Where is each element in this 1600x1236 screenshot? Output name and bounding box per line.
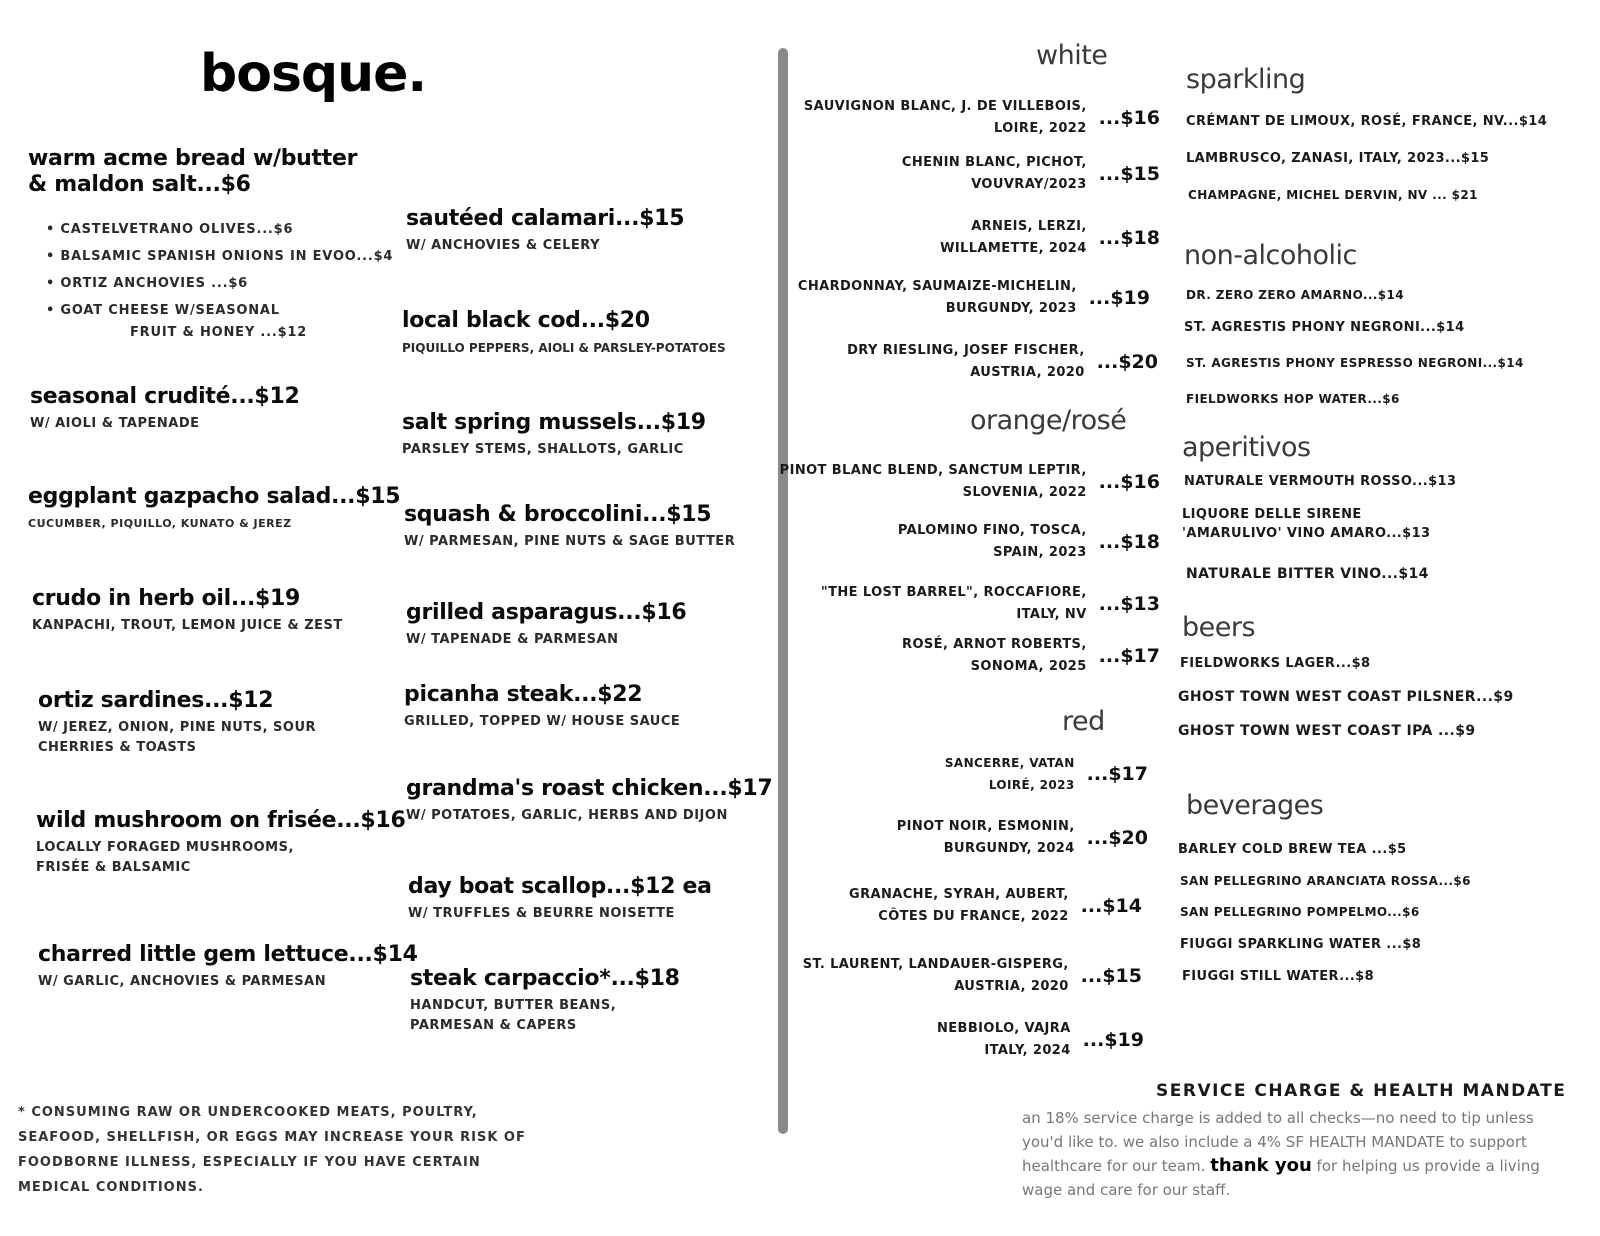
wine-name: SAUVIGNON BLANC, J. DE VILLEBOIS,	[803, 99, 1087, 114]
item-name: grilled asparagus...$16	[406, 600, 687, 625]
drink-item: LAMBRUSCO, ZANASI, ITALY, 2023...$15	[1186, 151, 1490, 166]
item-desc: W/ PARMESAN, PINE NUTS & SAGE BUTTER	[404, 534, 736, 549]
wine-price: ...$20	[1096, 351, 1158, 373]
wine-name: ARNEIS, LERZI,	[971, 219, 1087, 234]
drink-item: FIUGGI SPARKLING WATER ...$8	[1180, 937, 1422, 952]
item-desc-cont: PARMESAN & CAPERS	[410, 1018, 577, 1033]
wine-item	[902, 152, 1160, 196]
item-desc: GRILLED, TOPPED W/ HOUSE SAUCE	[404, 714, 681, 729]
wine-price: ...$18	[1098, 227, 1160, 249]
wine-name: CHARDONNAY, SAUMAIZE-MICHELIN,	[797, 279, 1077, 294]
drink-item: NATURALE VERMOUTH ROSSO...$13	[1184, 474, 1457, 489]
drink-item: LIQUORE DELLE SIRENE	[1182, 507, 1362, 522]
wine-price: ...$18	[1098, 531, 1160, 553]
item-desc-cont: FRISÉE & BALSAMIC	[36, 860, 191, 875]
wine-name: GRANACHE, SYRAH, AUBERT,	[849, 887, 1069, 902]
menu-item	[402, 410, 706, 460]
item-desc: W/ TAPENADE & PARMESAN	[406, 632, 619, 647]
wine-price: ...$17	[1086, 763, 1148, 785]
wine-region: WILLAMETTE, 2024	[940, 241, 1087, 256]
drink-item: FIELDWORKS LAGER...$8	[1180, 656, 1371, 671]
menu-item	[410, 966, 680, 1036]
drink-item: CRÉMANT DE LIMOUX, ROSÉ, FRANCE, NV...$14	[1186, 114, 1548, 129]
item-desc: CUCUMBER, PIQUILLO, KUNATO & JEREZ	[28, 517, 292, 530]
wine-region: BURGUNDY, 2023	[945, 301, 1077, 316]
wine-item	[798, 276, 1150, 320]
wine-region: LOIRÉ, 2023	[988, 778, 1075, 792]
section-title-beers: beers	[1182, 612, 1256, 643]
wine-item	[803, 954, 1142, 998]
side-item: FRUIT & HONEY ...$12	[130, 325, 308, 340]
service-charge-text	[1022, 1106, 1562, 1202]
wine-region: AUSTRIA, 2020	[970, 365, 1085, 380]
drink-item: CHAMPAGNE, MICHEL DERVIN, NV ... $21	[1188, 188, 1478, 202]
item-desc: W/ GARLIC, ANCHOVIES & PARMESAN	[38, 974, 327, 989]
wine-region: SPAIN, 2023	[993, 545, 1087, 560]
item-desc: LOCALLY FORAGED MUSHROOMS,	[36, 840, 294, 855]
raw-food-disclaimer: * CONSUMING RAW OR UNDERCOOKED MEATS, POULTRY, SEAFOOD, SHELLFISH, OR EGGS MAY INCREASE YOUR RISK OF FOODBORNE ILLNESS, ESPECIALLY IF YOU HAVE CERTAIN MEDICAL CONDITIONS.	[18, 1105, 526, 1195]
wine-item	[897, 816, 1148, 860]
menu-item	[404, 502, 735, 552]
service-charge-body-end: for helping us provide a living wage and care for our staff.	[1022, 1157, 1540, 1199]
item-name: picanha steak...$22	[404, 682, 643, 707]
wine-price: ...$20	[1086, 827, 1148, 849]
menu-item	[36, 808, 405, 878]
item-desc: W/ TRUFFLES & BEURRE NOISETTE	[408, 906, 675, 921]
wine-region: LOIRE, 2022	[994, 121, 1087, 136]
wine-item	[821, 582, 1160, 626]
item-name: sautéed calamari...$15	[406, 206, 685, 231]
wine-price: ...$13	[1098, 593, 1160, 615]
menu-item	[406, 206, 684, 256]
item-desc: PARSLEY STEMS, SHALLOTS, GARLIC	[402, 442, 684, 457]
item-desc: HANDCUT, BUTTER BEANS,	[410, 998, 617, 1013]
service-charge-title: SERVICE CHARGE & HEALTH MANDATE	[1156, 1081, 1567, 1101]
wine-region: CÔTES DU FRANCE, 2022	[878, 909, 1069, 924]
item-name: steak carpaccio*...$18	[410, 966, 680, 991]
side-item: • GOAT CHEESE W/SEASONAL	[46, 303, 280, 318]
wine-price: ...$15	[1080, 965, 1142, 987]
drink-item: GHOST TOWN WEST COAST IPA ...$9	[1178, 723, 1476, 739]
wine-region: BURGUNDY, 2024	[943, 841, 1075, 856]
drink-item: SAN PELLEGRINO ARANCIATA ROSSA...$6	[1180, 874, 1471, 888]
item-name: ortiz sardines...$12	[38, 688, 274, 713]
item-name: day boat scallop...$12 ea	[408, 874, 712, 899]
menu-item	[30, 384, 299, 434]
wine-name: DRY RIESLING, JOSEF FISCHER,	[847, 343, 1085, 358]
wine-region: SLOVENIA, 2022	[962, 485, 1087, 500]
item-name: seasonal crudité...$12	[30, 384, 300, 409]
item-name: grandma's roast chicken...$17	[406, 776, 773, 801]
wine-region: SONOMA, 2025	[970, 659, 1087, 674]
section-title-white: white	[1036, 40, 1108, 71]
item-desc-cont: CHERRIES & TOASTS	[38, 740, 197, 755]
wine-region: VOUVRAY/2023	[971, 177, 1087, 192]
wine-name: SANCERRE, VATAN	[944, 756, 1075, 770]
menu-item	[408, 874, 712, 924]
wine-price: ...$15	[1098, 163, 1160, 185]
menu-item	[38, 942, 418, 992]
wine-price: ...$14	[1080, 895, 1142, 917]
item-desc: PIQUILLO PEPPERS, AIOLI & PARSLEY-POTATOES	[402, 341, 726, 355]
menu-item	[28, 484, 400, 534]
item-name: warm acme bread w/butter	[28, 146, 358, 171]
wine-price: ...$16	[1098, 471, 1160, 493]
wine-name: PINOT NOIR, ESMONIN,	[896, 819, 1075, 834]
wine-item	[937, 1018, 1144, 1062]
wine-item	[847, 340, 1158, 384]
wine-name: ROSÉ, ARNOT ROBERTS,	[902, 637, 1087, 652]
wine-item	[898, 520, 1160, 564]
side-item: • BALSAMIC SPANISH ONIONS IN EVOO...$4	[46, 249, 394, 264]
wine-name: NEBBIOLO, VAJRA	[937, 1021, 1071, 1036]
wine-name: "THE LOST BARREL", ROCCAFIORE,	[820, 585, 1087, 600]
drink-item: FIUGGI STILL WATER...$8	[1182, 969, 1375, 984]
item-desc: W/ AIOLI & TAPENADE	[30, 416, 200, 431]
wine-name: PALOMINO FINO, TOSCA,	[897, 523, 1087, 538]
item-name: eggplant gazpacho salad...$15	[28, 484, 401, 509]
menu-item	[38, 688, 316, 758]
wine-name: CHENIN BLANC, PICHOT,	[901, 155, 1087, 170]
wine-item	[804, 96, 1160, 140]
page-divider	[778, 48, 788, 1134]
menu-item	[402, 308, 726, 358]
wine-region: ITALY, 2024	[984, 1043, 1071, 1058]
section-title-sparkling: sparkling	[1186, 64, 1306, 95]
wine-price: ...$17	[1098, 645, 1160, 667]
menu-item	[32, 586, 343, 636]
item-desc: W/ POTATOES, GARLIC, HERBS AND DIJON	[406, 808, 728, 823]
item-name: salt spring mussels...$19	[402, 410, 706, 435]
item-name: local black cod...$20	[402, 308, 650, 333]
item-desc: W/ JEREZ, ONION, PINE NUTS, SOUR	[38, 720, 317, 735]
wine-item	[780, 460, 1160, 504]
drink-item: ST. AGRESTIS PHONY NEGRONI...$14	[1184, 320, 1465, 335]
section-title-aperitivos: aperitivos	[1182, 432, 1311, 463]
item-desc: W/ ANCHOVIES & CELERY	[406, 238, 601, 253]
wine-price: ...$19	[1088, 287, 1150, 309]
item-name: charred little gem lettuce...$14	[38, 942, 418, 967]
menu-item	[406, 776, 772, 826]
drink-item: FIELDWORKS HOP WATER...$6	[1186, 392, 1400, 406]
drink-item: BARLEY COLD BREW TEA ...$5	[1178, 842, 1407, 857]
menu-item	[406, 600, 686, 650]
wine-item	[902, 634, 1160, 678]
side-item: • ORTIZ ANCHOVIES ...$6	[46, 276, 249, 291]
menu-item	[404, 682, 680, 732]
wine-name: ST. LAURENT, LANDAUER-GISPERG,	[802, 957, 1069, 972]
section-title-red: red	[1062, 706, 1105, 737]
item-name: crudo in herb oil...$19	[32, 586, 301, 611]
item-name-cont: & maldon salt...$6	[28, 172, 251, 197]
section-title-non-alcoholic: non-alcoholic	[1184, 240, 1357, 271]
item-name: squash & broccolini...$15	[404, 502, 712, 527]
drink-item: GHOST TOWN WEST COAST PILSNER...$9	[1178, 689, 1514, 705]
drink-item: NATURALE BITTER VINO...$14	[1186, 566, 1429, 582]
item-name: wild mushroom on frisée...$16	[36, 808, 406, 833]
wine-region: AUSTRIA, 2020	[954, 979, 1069, 994]
wine-price: ...$16	[1098, 107, 1160, 129]
item-desc: KANPACHI, TROUT, LEMON JUICE & ZEST	[32, 618, 343, 633]
wine-region: ITALY, NV	[1016, 607, 1087, 622]
side-item: • CASTELVETRANO OLIVES...$6	[46, 222, 294, 237]
drink-item: 'AMARULIVO' VINO AMARO...$13	[1182, 526, 1431, 541]
restaurant-name: bosque.	[200, 44, 427, 104]
service-charge-body: an 18% service charge is added to all checks—no need to tip unless you'd like to. we also include a 4% SF HEALTH MANDATE to support healthcare for our team.	[1022, 1109, 1534, 1175]
wine-name: PINOT BLANC BLEND, SANCTUM LEPTIR,	[779, 463, 1087, 478]
drink-item: SAN PELLEGRINO POMPELMO...$6	[1180, 905, 1420, 919]
wine-item	[940, 216, 1160, 260]
menu-item-bread	[28, 146, 357, 198]
wine-price: ...$19	[1082, 1029, 1144, 1051]
drink-item: DR. ZERO ZERO AMARNO...$14	[1186, 288, 1405, 302]
drink-item: ST. AGRESTIS PHONY ESPRESSO NEGRONI...$14	[1186, 356, 1524, 370]
section-title-orange: orange/rosé	[970, 405, 1127, 436]
section-title-beverages: beverages	[1186, 790, 1324, 821]
wine-item	[945, 752, 1148, 796]
wine-item	[849, 884, 1142, 928]
thank-you-text: thank you	[1210, 1155, 1312, 1176]
